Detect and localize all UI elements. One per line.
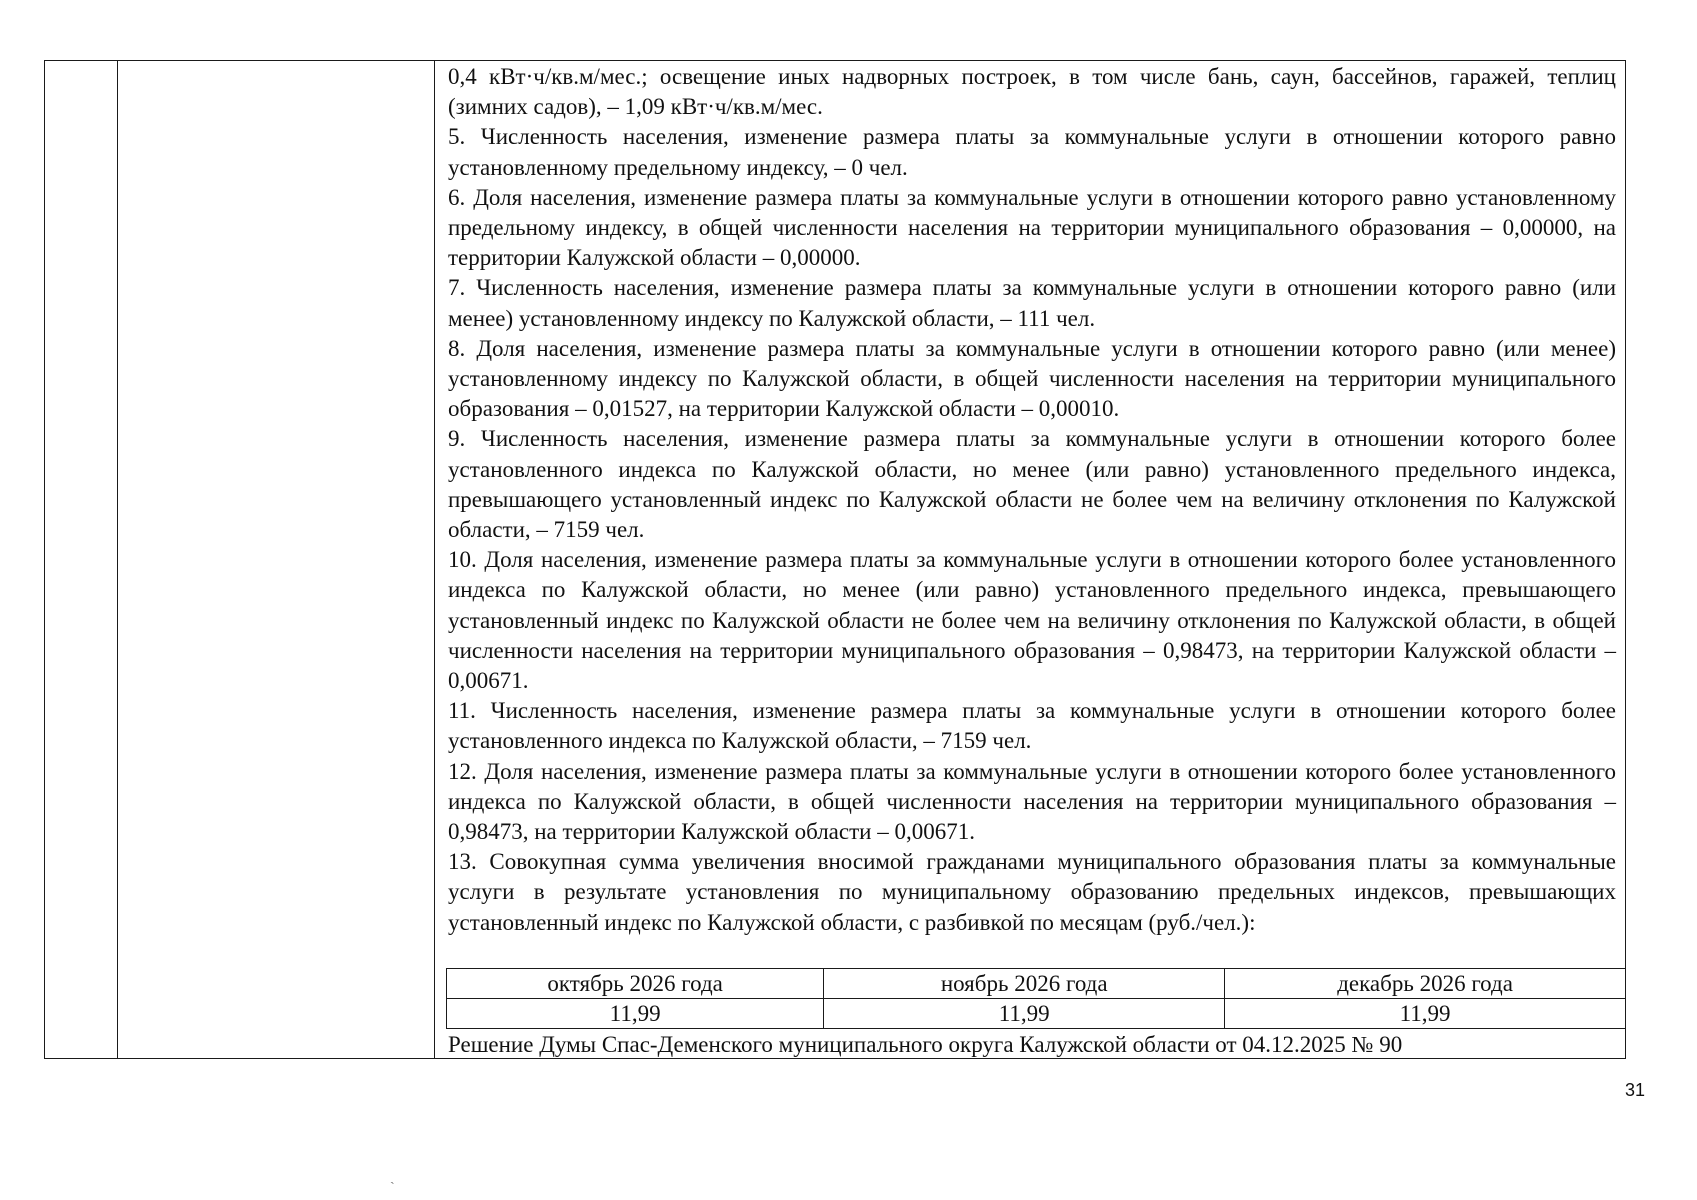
- paragraph-11: 11. Численность населения, изменение размера платы за коммунальные услуги в отношении которого более установленного индекса по Калужской области, – 7159 чел.: [448, 698, 1616, 754]
- content-cell: [448, 62, 1616, 938]
- monthly-increase-table: [446, 968, 1626, 1029]
- paragraph-12: 12. Доля населения, изменение размера платы за коммунальные услуги в отношении которого более установленного индекса по Калужской области, в общей численности населения на территории муниципального образования – 0,98473, на территории Калужской области – 0,00671.: [448, 758, 1616, 845]
- paragraph-9: 9. Численность населения, изменение размера платы за коммунальные услуги в отношении которого более установленного индекса по Калужской области, но менее (или равно) установленного предельного индекса, превышающего установленный индекс по Калужской области не более чем на величину отклонения по Калужской области, – 7159 чел.: [448, 426, 1616, 543]
- header-december: декабрь 2026 года: [1225, 969, 1626, 999]
- value-october: 11,99: [447, 999, 824, 1029]
- paragraph-4-continuation: 0,4 кВт·ч/кв.м/мес.; освещение иных надворных построек, в том числе бань, саун, бассейнов, гаражей, теплиц (зимних садов), – 1,09 кВт·ч/кв.м/мес.: [448, 64, 1616, 120]
- page-number: 31: [1624, 1080, 1645, 1100]
- paragraph-10: 10. Доля населения, изменение размера платы за коммунальные услуги в отношении которого более установленного индекса по Калужской области, но менее (или равно) установленного предельного индекса, превышающего установленный индекс по Калужской области не более чем на величину отклонения по Калужской области, в общей численности населения на территории муниципального образования – 0,98473, на территории Калужской области – 0,00671.: [448, 547, 1616, 694]
- column-divider-2: [434, 60, 435, 1059]
- scan-speck: ˎ: [390, 1170, 395, 1185]
- paragraph-13: 13. Совокупная сумма увеличения вносимой гражданами муниципального образования платы за коммунальные услуги в результате установления по муниципальному образованию предельных индексов, превышающих установленный индекс по Калужской области, с разбивкой по месяцам (руб./чел.):: [448, 849, 1616, 935]
- value-november: 11,99: [824, 999, 1225, 1029]
- column-divider-1: [117, 60, 118, 1059]
- paragraph-5: 5. Численность населения, изменение размера платы за коммунальные услуги в отношении которого равно установленному предельному индексу, – 0 чел.: [448, 124, 1616, 180]
- header-november: ноябрь 2026 года: [824, 969, 1225, 999]
- paragraph-6: 6. Доля населения, изменение размера платы за коммунальные услуги в отношении которого равно установленному предельному индексу, в общей численности населения на территории муниципального образования – 0,00000, на территории Калужской области – 0,00000.: [448, 184, 1616, 271]
- decision-reference: Решение Думы Спас-Деменского муниципального округа Калужской области от 04.12.2025 № 90: [448, 1032, 1403, 1057]
- paragraph-8: 8. Доля населения, изменение размера платы за коммунальные услуги в отношении которого равно (или менее) установленному индексу по Калужской области, в общей численности населения на территории муниципального образования – 0,01527, на территории Калужской области – 0,00010.: [448, 335, 1616, 422]
- table-value-row: [447, 999, 1626, 1029]
- table-header-row: [447, 969, 1626, 999]
- paragraph-7: 7. Численность населения, изменение размера платы за коммунальные услуги в отношении которого равно (или менее) установленному индексу по Калужской области, – 111 чел.: [448, 275, 1616, 331]
- header-october: октябрь 2026 года: [447, 969, 824, 999]
- value-december: 11,99: [1225, 999, 1626, 1029]
